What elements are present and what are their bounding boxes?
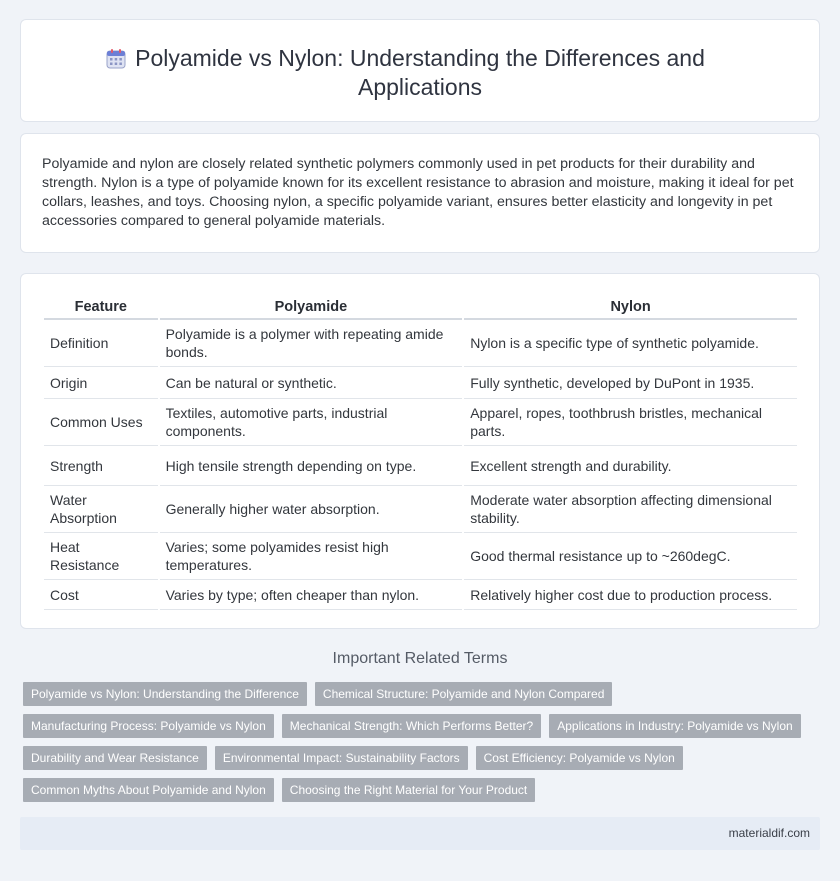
header-polyamide: Polyamide (160, 294, 463, 320)
table-row (44, 367, 797, 399)
feature-cell: Common Uses (44, 399, 158, 446)
feature-cell: Definition (44, 320, 158, 367)
footer-site-link[interactable]: materialdif.com (728, 826, 810, 840)
nylon-cell: Relatively higher cost due to production process. (464, 580, 797, 610)
related-term-tag[interactable]: Mechanical Strength: Which Performs Better? (282, 714, 541, 738)
footer (20, 817, 820, 850)
related-term-tag[interactable]: Durability and Wear Resistance (23, 746, 207, 770)
feature-cell: Origin (44, 367, 158, 399)
related-term-tag[interactable]: Common Myths About Polyamide and Nylon (23, 778, 274, 802)
table-row (44, 486, 797, 533)
table-row (44, 320, 797, 367)
polyamide-cell: Polyamide is a polymer with repeating amide bonds. (160, 320, 463, 367)
nylon-cell: Moderate water absorption affecting dimensional stability. (464, 486, 797, 533)
comparison-card (20, 273, 820, 629)
polyamide-cell: High tensile strength depending on type. (160, 446, 463, 486)
polyamide-cell: Varies by type; often cheaper than nylon. (160, 580, 463, 610)
intro-paragraph: Polyamide and nylon are closely related synthetic polymers commonly used in pet products for their durability and strength. Nylon is a type of polyamide known for its excellent resistance to abrasion and moisture, making it ideal for pet collars, leashes, and toys. Choosing nylon, a specific polyamide variant, ensures better elasticity and longevity in pet accessories compared to general polyamide materials. (42, 156, 794, 229)
table-row (44, 446, 797, 486)
related-term-tag[interactable]: Environmental Impact: Sustainability Factors (215, 746, 468, 770)
related-term-tag[interactable]: Cost Efficiency: Polyamide vs Nylon (476, 746, 683, 770)
intro-card (20, 133, 820, 253)
polyamide-cell: Varies; some polyamides resist high temperatures. (160, 533, 463, 580)
related-terms-title: Important Related Terms (332, 650, 508, 667)
related-term-tag[interactable]: Applications in Industry: Polyamide vs Nylon (549, 714, 800, 738)
feature-cell: Heat Resistance (44, 533, 158, 580)
feature-cell: Water Absorption (44, 486, 158, 533)
comparison-table (42, 294, 799, 610)
table-header-row (44, 294, 797, 320)
header-nylon: Nylon (464, 294, 797, 320)
related-terms-list (23, 682, 823, 810)
feature-cell: Cost (44, 580, 158, 610)
header-card (20, 19, 820, 122)
polyamide-cell: Generally higher water absorption. (160, 486, 463, 533)
calendar-icon (105, 48, 127, 70)
nylon-cell: Nylon is a specific type of synthetic polyamide. (464, 320, 797, 367)
related-term-tag[interactable]: Polyamide vs Nylon: Understanding the Difference (23, 682, 307, 706)
related-term-tag[interactable]: Chemical Structure: Polyamide and Nylon Compared (315, 682, 612, 706)
nylon-cell: Apparel, ropes, toothbrush bristles, mechanical parts. (464, 399, 797, 446)
polyamide-cell: Textiles, automotive parts, industrial components. (160, 399, 463, 446)
table-row (44, 533, 797, 580)
table-row (44, 399, 797, 446)
nylon-cell: Excellent strength and durability. (464, 446, 797, 486)
nylon-cell: Fully synthetic, developed by DuPont in 1935. (464, 367, 797, 399)
page-title: Polyamide vs Nylon: Understanding the Differences and Applications (135, 45, 705, 100)
polyamide-cell: Can be natural or synthetic. (160, 367, 463, 399)
related-term-tag[interactable]: Choosing the Right Material for Your Product (282, 778, 535, 802)
header-feature: Feature (44, 294, 158, 320)
nylon-cell: Good thermal resistance up to ~260degC. (464, 533, 797, 580)
feature-cell: Strength (44, 446, 158, 486)
related-term-tag[interactable]: Manufacturing Process: Polyamide vs Nylon (23, 714, 274, 738)
table-row (44, 580, 797, 610)
